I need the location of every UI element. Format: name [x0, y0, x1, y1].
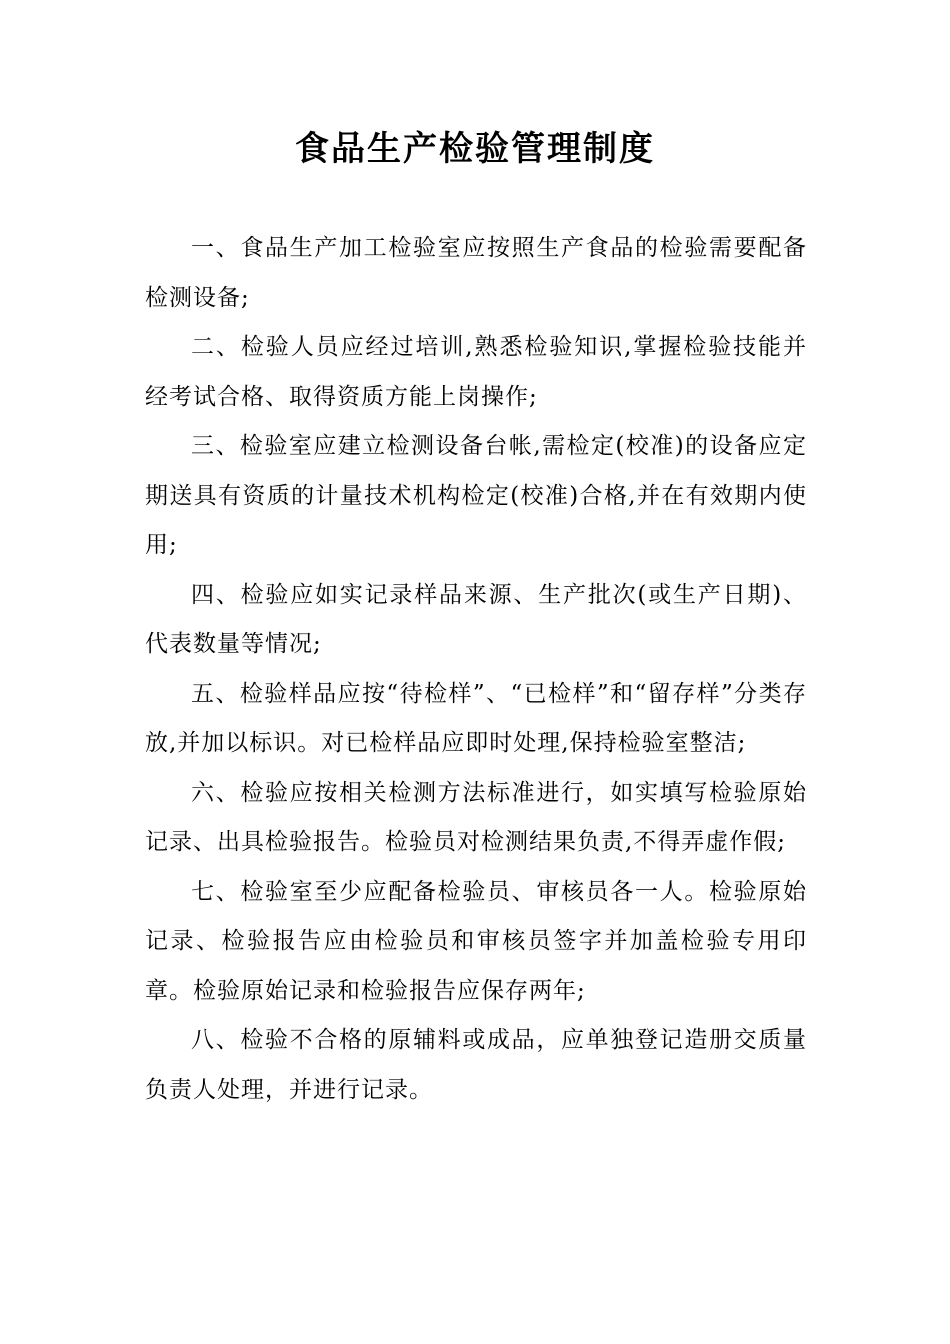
- clause-2: 二、检验人员应经过培训,熟悉检验知识,掌握检验技能并经考试合格、取得资质方能上岗操作;: [145, 334, 807, 410]
- clause-8: 八、检验不合格的原辅料或成品，应单独登记造册交质量负责人处理，并进行记录。: [145, 1027, 807, 1103]
- clause-6: 六、检验应按相关检测方法标准进行，如实填写检验原始记录、出具检验报告。检验员对检测结果负责,不得弄虚作假;: [145, 779, 807, 855]
- document-body: [145, 224, 807, 1115]
- clause-7: 七、检验室至少应配备检验员、审核员各一人。检验原始记录、检验报告应由检验员和审核员签字并加盖检验专用印章。检验原始记录和检验报告应保存两年;: [145, 878, 807, 1004]
- clause-1: 一、食品生产加工检验室应按照生产食品的检验需要配备检测设备;: [145, 235, 807, 311]
- document-title: 食品生产检验管理制度: [295, 129, 655, 169]
- clause-3: 三、检验室应建立检测设备台帐,需检定(校准)的设备应定期送具有资质的计量技术机构检定(校准)合格,并在有效期内使用;: [145, 433, 807, 558]
- clause-4: 四、检验应如实记录样品来源、生产批次(或生产日期)、代表数量等情况;: [145, 581, 807, 657]
- clause-5: 五、检验样品应按“待检样”、“已检样”和“留存样”分类存放,并加以标识。对已检样品应即时处理,保持检验室整洁;: [145, 680, 807, 756]
